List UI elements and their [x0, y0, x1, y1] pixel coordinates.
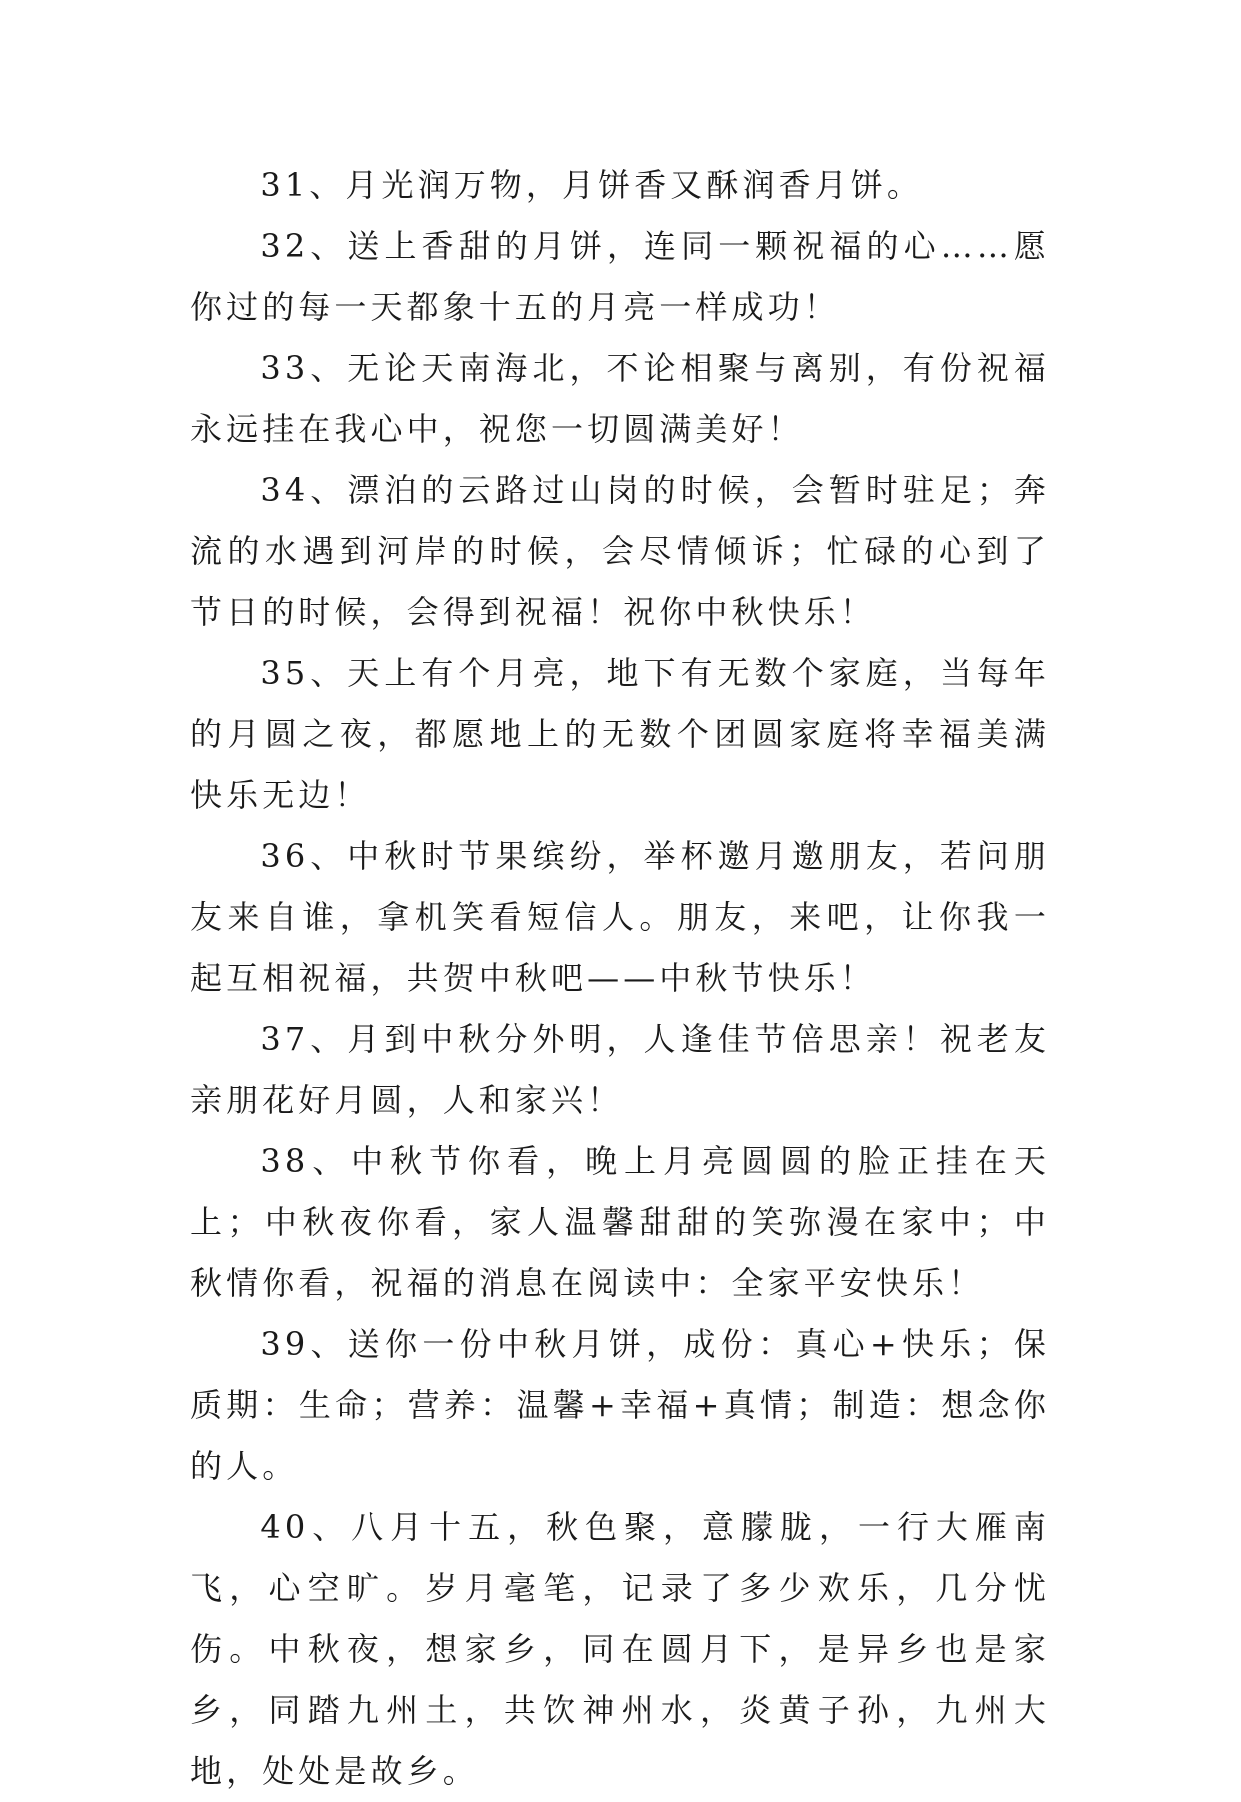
- paragraph-38: 38、中秋节你看，晚上月亮圆圆的脸正挂在天上；中秋夜你看，家人温馨甜甜的笑弥漫在家中；中秋情你看，祝福的消息在阅读中：全家平安快乐！: [190, 1142, 1050, 1302]
- paragraph-31: 31、月光润万物，月饼香又酥润香月饼。: [260, 166, 924, 204]
- paragraph-35: 35、天上有个月亮，地下有无数个家庭，当每年的月圆之夜，都愿地上的无数个团圆家庭将幸福美满快乐无边！: [190, 654, 1050, 814]
- paragraph-32: 32、送上香甜的月饼，连同一颗祝福的心……愿你过的每一天都象十五的月亮一样成功！: [190, 227, 1050, 326]
- paragraph-36: 36、中秋时节果缤纷，举杯邀月邀朋友，若问朋友来自谁，拿机笑看短信人。朋友，来吧，让你我一起互相祝福，共贺中秋吧——中秋节快乐！: [190, 837, 1050, 997]
- paragraph-34: 34、漂泊的云路过山岗的时候，会暂时驻足；奔流的水遇到河岸的时候，会尽情倾诉；忙碌的心到了节日的时候，会得到祝福！祝你中秋快乐！: [190, 471, 1050, 631]
- paragraph-37: 37、月到中秋分外明，人逢佳节倍思亲！祝老友亲朋花好月圆，人和家兴！: [190, 1020, 1050, 1119]
- document-body: [190, 155, 1050, 1802]
- paragraph-33: 33、无论天南海北，不论相聚与离别，有份祝福永远挂在我心中，祝您一切圆满美好！: [190, 349, 1050, 448]
- paragraph-40: 40、八月十五，秋色聚，意朦胧，一行大雁南飞，心空旷。岁月毫笔，记录了多少欢乐，几分忧伤。中秋夜，想家乡，同在圆月下，是异乡也是家乡，同踏九州土，共饮神州水，炎黄子孙，九州大地，处处是故乡。: [190, 1508, 1050, 1790]
- paragraph-39: 39、送你一份中秋月饼，成份：真心+快乐；保质期：生命；营养：温馨+幸福+真情；制造：想念你的人。: [190, 1325, 1050, 1485]
